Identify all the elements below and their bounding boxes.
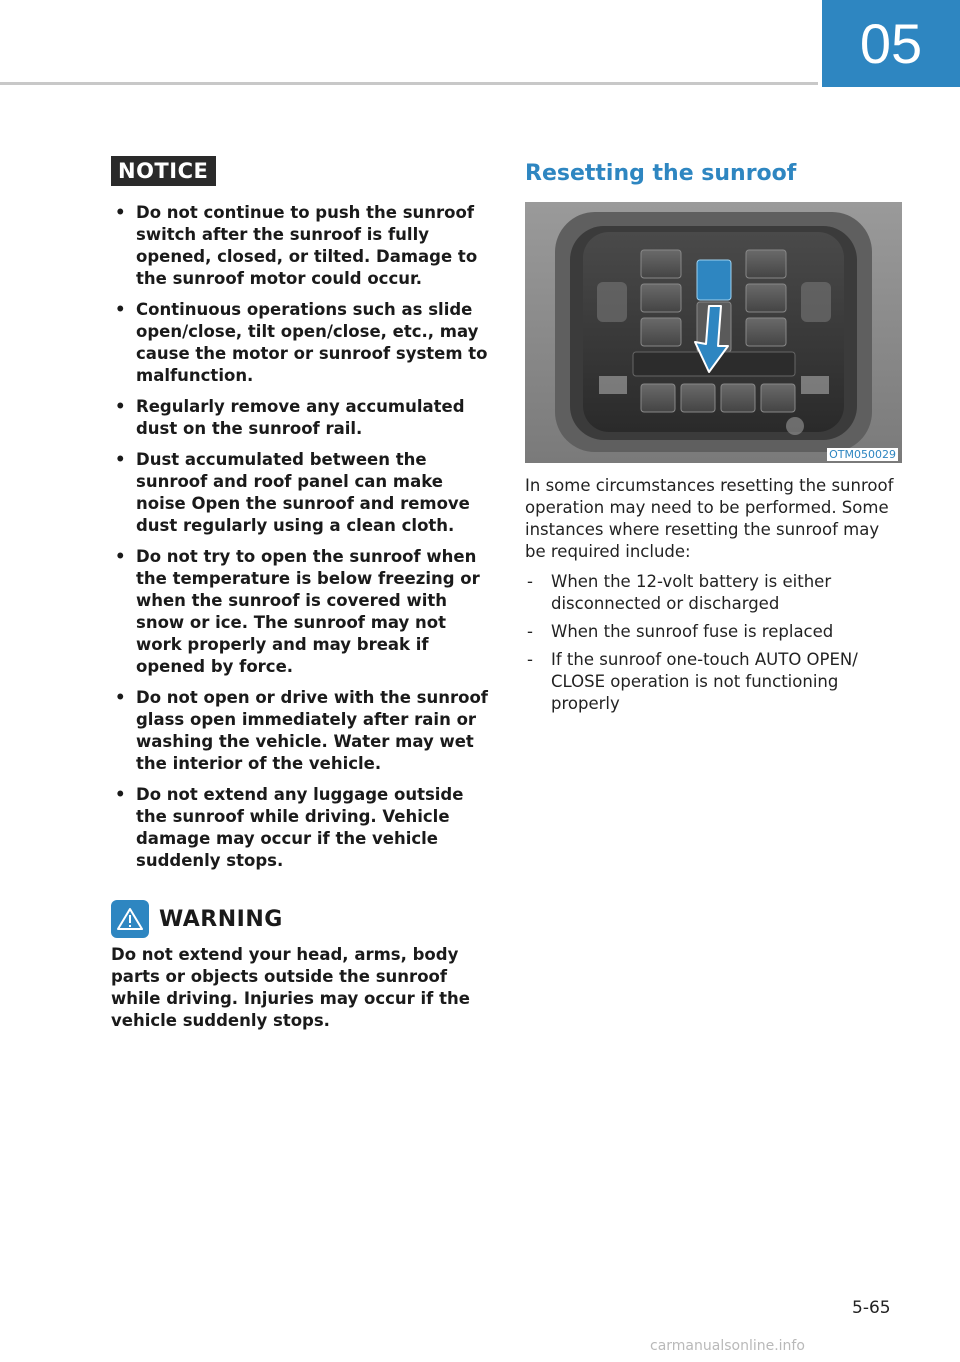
page-number: 5-65 — [852, 1298, 891, 1318]
right-column — [525, 156, 903, 721]
sunroof-switch-figure — [525, 202, 902, 463]
notice-item: • Regularly remove any accumulated dust on the sunroof rail. — [111, 396, 491, 440]
notice-badge: NOTICE — [111, 156, 216, 186]
figure-code: OTM050029 — [829, 448, 896, 461]
reset-conditions-list — [525, 571, 903, 715]
list-item: - When the sunroof fuse is replaced — [525, 621, 903, 643]
notice-item: • Do not extend any luggage outside the sunroof while driving. Vehicle damage may occur if the vehicle suddenly stops. — [111, 784, 491, 872]
section-title: Resetting the sunroof — [525, 161, 797, 186]
warning-header — [111, 900, 491, 938]
header-rule — [0, 82, 818, 85]
warning-text: Do not extend your head, arms, body parts or objects outside the sunroof while driving. Injuries may occur if the vehicle suddenly stops. — [111, 945, 470, 1030]
list-item: - When the 12-volt battery is either disconnected or discharged — [525, 571, 903, 615]
overhead-console-illustration — [525, 202, 902, 463]
notice-list — [111, 202, 491, 872]
warning-triangle-icon — [111, 900, 149, 938]
chapter-tab: 05 — [822, 0, 960, 87]
notice-item: • Do not open or drive with the sunroof glass open immediately after rain or washing the vehicle. Water may wet the interior of the vehicle. — [111, 687, 491, 775]
notice-item: • Do not continue to push the sunroof switch after the sunroof is fully opened, closed, or tilted. Damage to the sunroof motor could occur. — [111, 202, 491, 290]
notice-item: • Continuous operations such as slide open/close, tilt open/close, etc., may cause the motor or sunroof system to malfunction. — [111, 299, 491, 387]
section-intro: In some circumstances resetting the sunroof operation may need to be performed. Some instances where resetting the sunroof may be required include: — [525, 476, 894, 561]
warning-title: WARNING — [159, 906, 283, 932]
list-item: - If the sunroof one-touch AUTO OPEN/ CLOSE operation is not functioning properly — [525, 649, 903, 715]
notice-item: • Do not try to open the sunroof when the temperature is below freezing or when the sunroof is covered with snow or ice. The sunroof may not work properly and may break if opened by force. — [111, 546, 491, 678]
notice-item: • Dust accumulated between the sunroof and roof panel can make noise Open the sunroof and remove dust regularly using a clean cloth. — [111, 449, 491, 537]
watermark-text[interactable]: carmanualsonline.info — [650, 1338, 805, 1354]
left-column — [111, 156, 491, 1032]
